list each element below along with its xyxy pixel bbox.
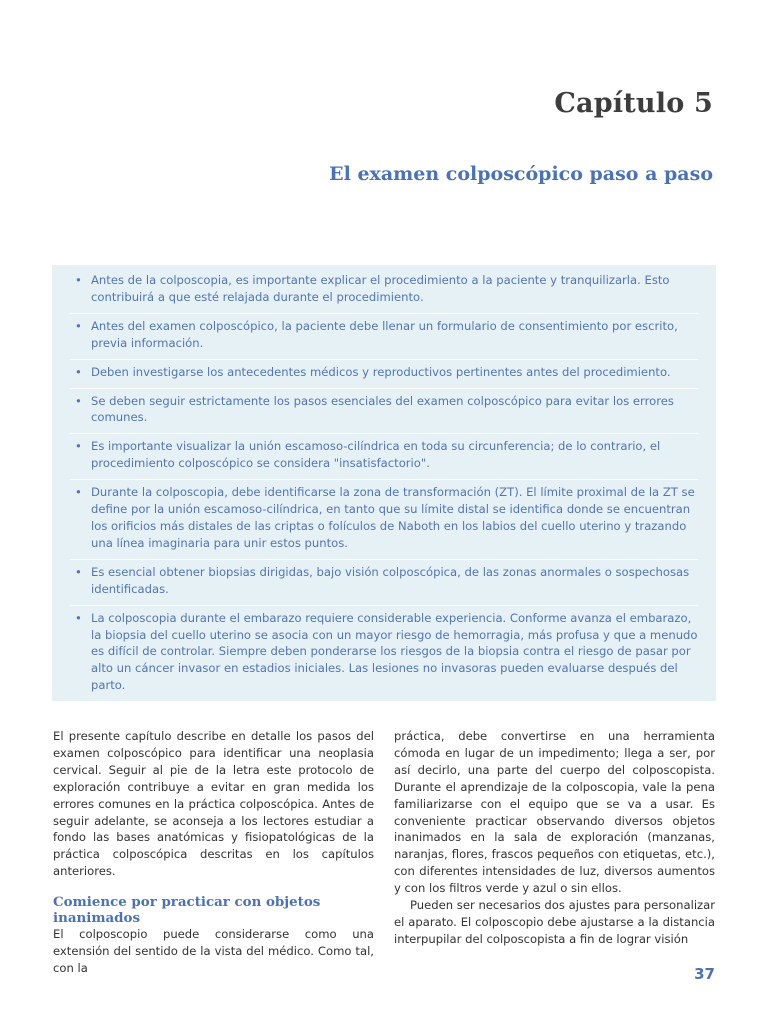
key-point-text: Antes del examen colposcópico, la paciente debe llenar un formulario de consentimiento por escrito, previa información.	[91, 318, 678, 350]
adjustments-paragraph: Pueden ser necesarios dos ajustes para personalizar el aparato. El colposcopio debe ajustarse a la distancia interpupilar del colposcopista a fin de lograr visión	[394, 898, 715, 946]
right-column	[394, 728, 715, 948]
bullet-icon: •	[75, 318, 82, 333]
left-column	[53, 728, 374, 977]
key-point	[70, 480, 698, 560]
bullet-icon: •	[75, 273, 82, 287]
section-paragraph-continued: práctica, debe convertirse en una herramienta cómoda en lugar de un impedimento; llega a ser, por así decirlo, una parte del cuerpo del colposcopista. Durante el aprendizaje de la colposcopia, vale la pena familiarizarse con el equipo que se va a usar. Es conveniente practicar observando diversos objetos inanimados en la sala de exploración (manzanas, naranjas, flores, frascos pequeños con etiquetas, etc.), con diferentes intensidades de luz, diversos aumentos y con los filtros verde y azul o sin ellos.	[394, 729, 715, 896]
section-paragraph-start: El colposcopio puede considerarse como una extensión del sentido de la vista del médico. Como tal, con la	[53, 927, 374, 975]
key-point-text: Antes de la colposcopia, es importante explicar el procedimiento a la paciente y tranquilizarla. Esto contribuirá a que esté relajada durante el procedimiento.	[91, 273, 670, 304]
intro-paragraph: El presente capítulo describe en detalle los pasos del examen colposcópico para identificar una neoplasia cervical. Seguir al pie de la letra este protocolo de exploración contribuye a evitar en gran medida los errores comunes en la práctica colposcópica. Antes de seguir adelante, se aconseja a los lectores estudiar a fondo las bases anatómicas y fisiopatológicas de la práctica colposcópica descritas en los capítulos anteriores.	[53, 729, 374, 879]
key-point	[70, 434, 698, 480]
chapter-title: Capítulo 5	[554, 88, 713, 119]
key-point	[70, 606, 698, 702]
key-point	[70, 314, 698, 360]
key-point-text: Durante la colposcopia, debe identificarse la zona de transformación (ZT). El límite proximal de la ZT se define por la unión escamoso-cilíndrica, en tanto que su límite distal se identifica donde se encuentran los orificios más distales de las criptas o folículos de Naboth en los labios del cuello uterino y trazando una línea imaginaria para unir estos puntos.	[91, 485, 695, 550]
key-point-text: La colposcopia durante el embarazo requiere considerable experiencia. Conforme avanza el embarazo, la biopsia del cuello uterino se asocia con un mayor riesgo de hemorragia, más profusa y que a menudo es difícil de controlar. Siempre deben ponderarse los riesgos de la biopsia contra el riesgo de pasar por alto un cáncer invasor en estadios iniciales. Las lesiones no invasoras pueden evaluarse después del parto.	[91, 610, 698, 693]
bullet-icon: •	[75, 439, 82, 454]
key-point	[70, 389, 698, 435]
key-point	[70, 360, 698, 389]
key-points-box	[52, 265, 716, 701]
key-point-text: Es importante visualizar la unión escamoso-cilíndrica en toda su circunferencia; de lo contrario, el procedimiento colposcópico se considera "insatisfactorio".	[91, 439, 661, 471]
section-heading: Comience por practicar con objetos inanimados	[53, 894, 321, 927]
bullet-icon: •	[75, 610, 82, 625]
bullet-icon: •	[75, 564, 82, 579]
key-point	[70, 268, 698, 314]
key-point-text: Es esencial obtener biopsias dirigidas, bajo visión colposcópica, de las zonas anormales o sospechosas identificadas.	[91, 564, 690, 596]
key-point	[70, 560, 698, 606]
key-point-text: Se deben seguir estrictamente los pasos esenciales del examen colposcópico para evitar los errores comunes.	[91, 393, 674, 425]
page-number: 37	[694, 965, 715, 983]
bullet-icon: •	[75, 485, 82, 500]
bullet-icon: •	[75, 393, 82, 408]
key-point-text: Deben investigarse los antecedentes médicos y reproductivos pertinentes antes del procedimiento.	[91, 364, 671, 379]
chapter-subtitle: El examen colposcópico paso a paso	[329, 163, 713, 185]
bullet-icon: •	[75, 364, 82, 379]
